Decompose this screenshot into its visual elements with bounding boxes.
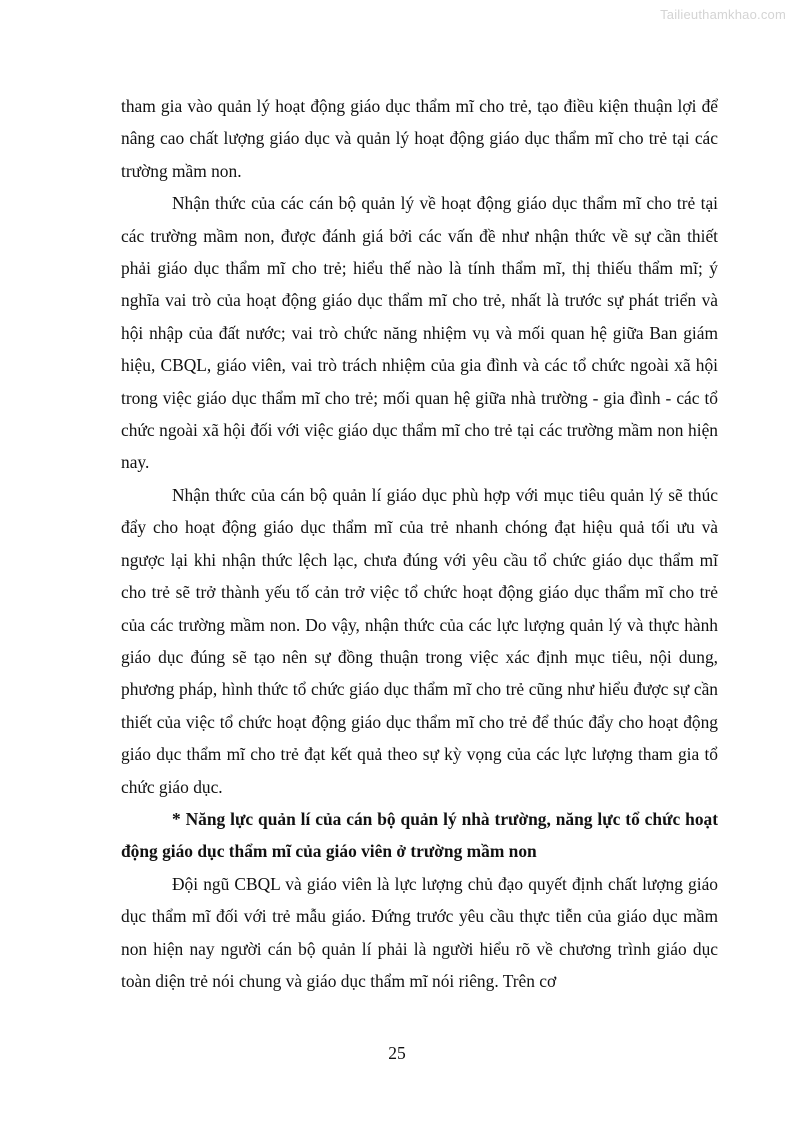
paragraph-awareness: Nhận thức của các cán bộ quản lý về hoạt động giáo dục thẩm mĩ cho trẻ tại các trường mầm non, được đánh giá bởi các vấn đề như nhận thức về sự cần thiết phải giáo dục thẩm mĩ cho trẻ; hiểu thế nào là tính thẩm mĩ, thị thiếu thẩm mĩ; ý nghĩa vai trò của hoạt động giáo dục thẩm mĩ cho trẻ, nhất là trước sự phát triển và hội nhập của đất nước; vai trò chức năng nhiệm vụ và mối quan hệ giữa Ban giám hiệu, CBQL, giáo viên, vai trò trách nhiệm của gia đình và các tổ chức ngoài xã hội trong việc giáo dục thẩm mĩ cho trẻ; mối quan hệ giữa nhà trường - gia đình - các tổ chức ngoài xã hội đối với việc giáo dục thẩm mĩ cho trẻ tại các trường mầm non hiện nay. xyxy=(121,193,718,473)
paragraph-staff: Đội ngũ CBQL và giáo viên là lực lượng chủ đạo quyết định chất lượng giáo dục thẩm mĩ đối với trẻ mẫu giáo. Đứng trước yêu cầu thực tiễn của giáo dục mầm non hiện nay người cán bộ quản lí phải là người hiểu rõ về chương trình giáo dục toàn diện trẻ nói chung và giáo dục thẩm mĩ nói riêng. Trên cơ xyxy=(121,873,718,991)
page-body xyxy=(121,90,718,997)
watermark: Tailieuthamkhao.com xyxy=(660,7,786,22)
section-heading: * Năng lực quản lí của cán bộ quản lý nhà trường, năng lực tổ chức hoạt động giáo dục thẩm mĩ của giáo viên ở trường mầm non xyxy=(121,808,718,862)
page-number: 25 xyxy=(388,1043,406,1063)
paragraph-awareness-impact: Nhận thức của cán bộ quản lí giáo dục phù hợp với mục tiêu quản lý sẽ thúc đẩy cho hoạt động giáo dục thẩm mĩ của trẻ nhanh chóng đạt hiệu quả tối ưu và ngược lại khi nhận thức lệch lạc, chưa đúng với yêu cầu tổ chức giáo dục thẩm mĩ cho trẻ sẽ trở thành yếu tố cản trở việc tổ chức hoạt động giáo dục thẩm mĩ cho trẻ của các trường mầm non. Do vậy, nhận thức của các lực lượng quản lý và thực hành giáo dục đúng sẽ tạo nên sự đồng thuận trong việc xác định mục tiêu, nội dung, phương pháp, hình thức tổ chức giáo dục thẩm mĩ cho trẻ cũng như hiểu được sự cần thiết của việc tổ chức hoạt động giáo dục thẩm mĩ cho trẻ để thúc đẩy cho hoạt động giáo dục thẩm mĩ cho trẻ đạt kết quả theo sự kỳ vọng của các lực lượng tham gia tổ chức giáo dục. xyxy=(121,484,718,797)
paragraph-continuation: tham gia vào quản lý hoạt động giáo dục thẩm mĩ cho trẻ, tạo điều kiện thuận lợi để nâng cao chất lượng giáo dục và quản lý hoạt động giáo dục thẩm mĩ cho trẻ tại các trường mầm non. xyxy=(121,96,718,181)
